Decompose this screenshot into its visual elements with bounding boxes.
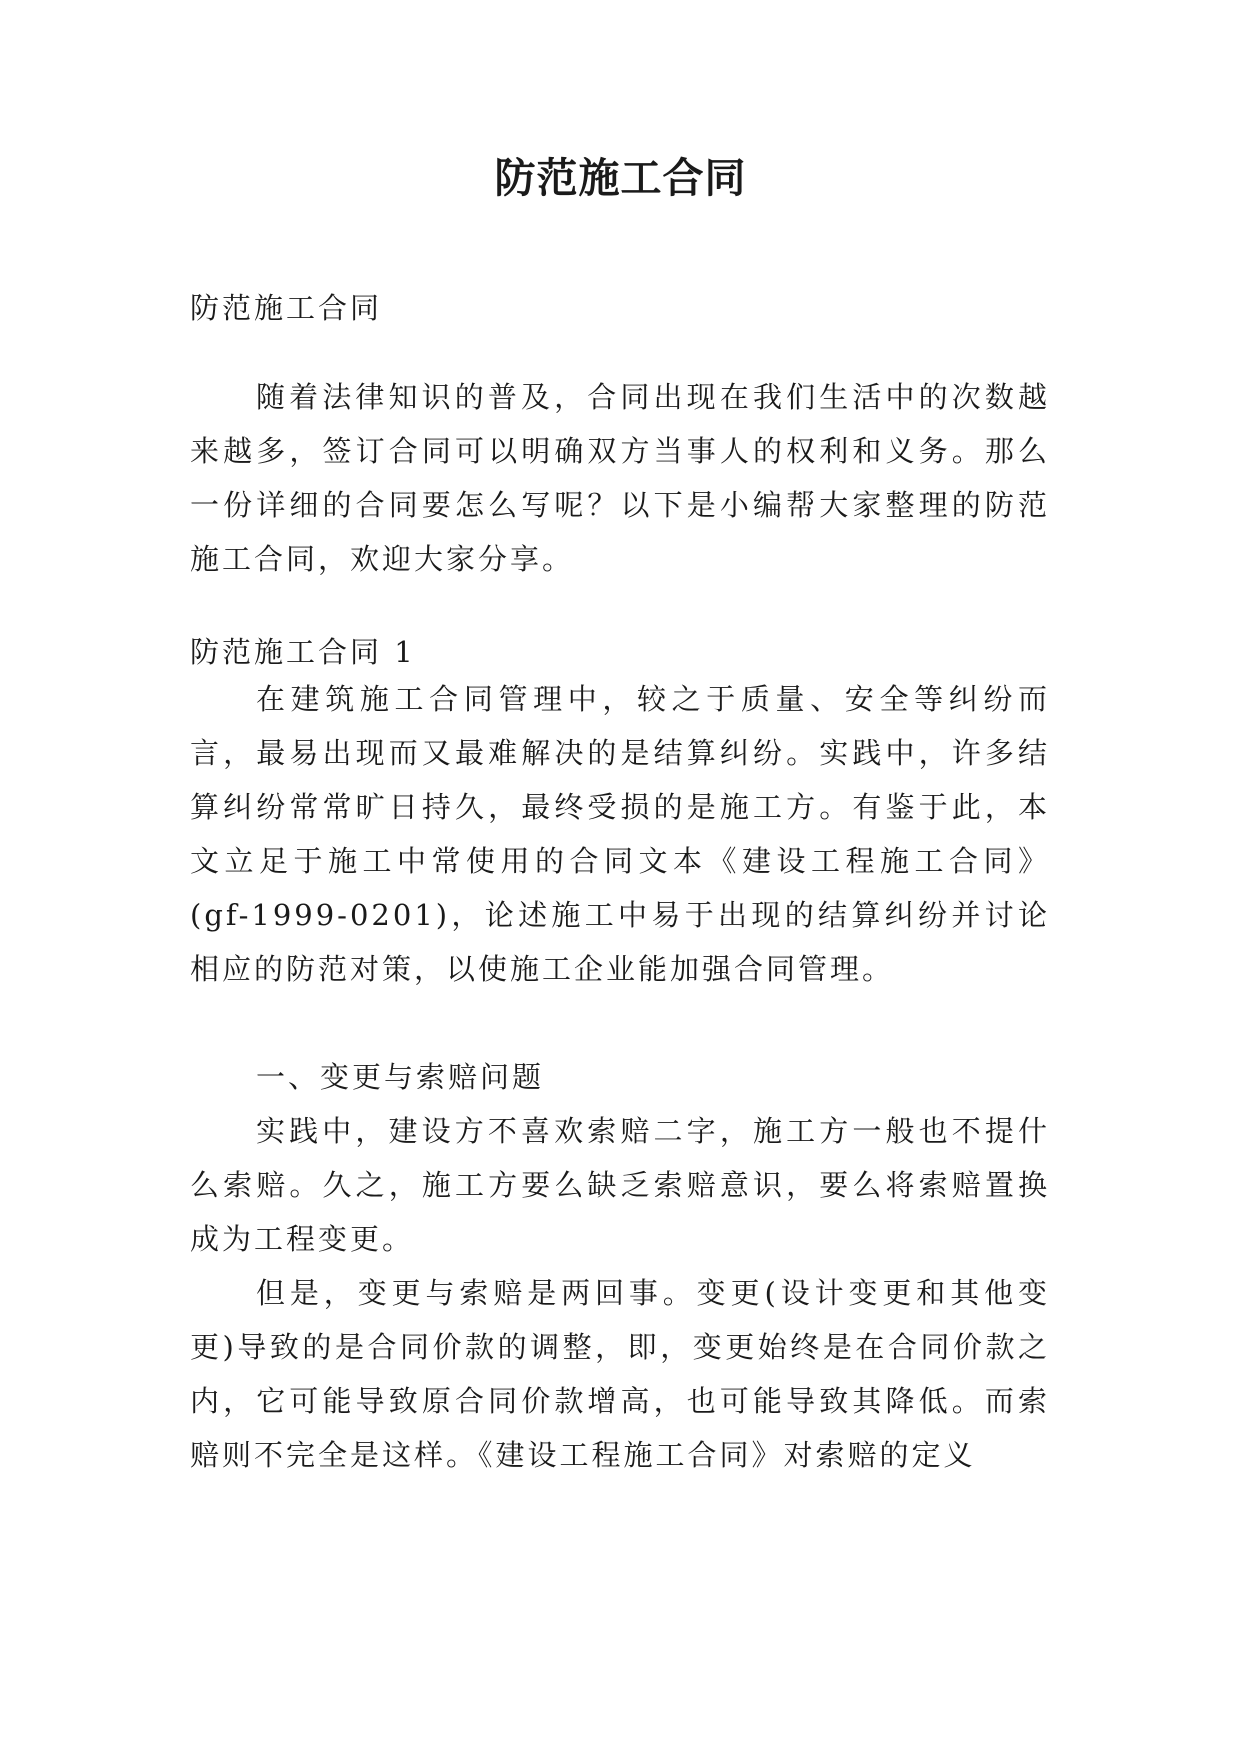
intro-paragraph: 随着法律知识的普及，合同出现在我们生活中的次数越来越多，签订合同可以明确双方当事人的权利和义务。那么一份详细的合同要怎么写呢？以下是小编帮大家整理的防范施工合同，欢迎大家分享。 — [190, 380, 1050, 576]
body-paragraph-3: 但是，变更与索赔是两回事。变更(设计变更和其他变更)导致的是合同价款的调整，即，变更始终是在合同价款之内，它可能导致原合同价款增高，也可能导致其降低。而索赔则不完全是这样。《建设工程施工合同》对索赔的定义 — [190, 1276, 1050, 1472]
document-title: 防范施工合同 — [494, 154, 747, 202]
body-paragraph-2: 实践中，建设方不喜欢索赔二字，施工方一般也不提什么索赔。久之，施工方要么缺乏索赔意识，要么将索赔置换成为工程变更。 — [190, 1114, 1050, 1256]
body-paragraph-1: 在建筑施工合同管理中，较之于质量、安全等纠纷而言，最易出现而又最难解决的是结算纠纷。实践中，许多结算纠纷常常旷日持久，最终受损的是施工方。有鉴于此，本文立足于施工中常使用的合同文本《建设工程施工合同》(gf-1999-0201)，论述施工中易于出现的结算纠纷并讨论相应的防范对策，以使施工企业能加强合同管理。 — [190, 682, 1050, 986]
section-title: 防范施工合同 1 — [190, 635, 416, 669]
document-subtitle: 防范施工合同 — [190, 291, 383, 325]
section-heading-change-claim: 一、变更与索赔问题 — [256, 1060, 545, 1094]
